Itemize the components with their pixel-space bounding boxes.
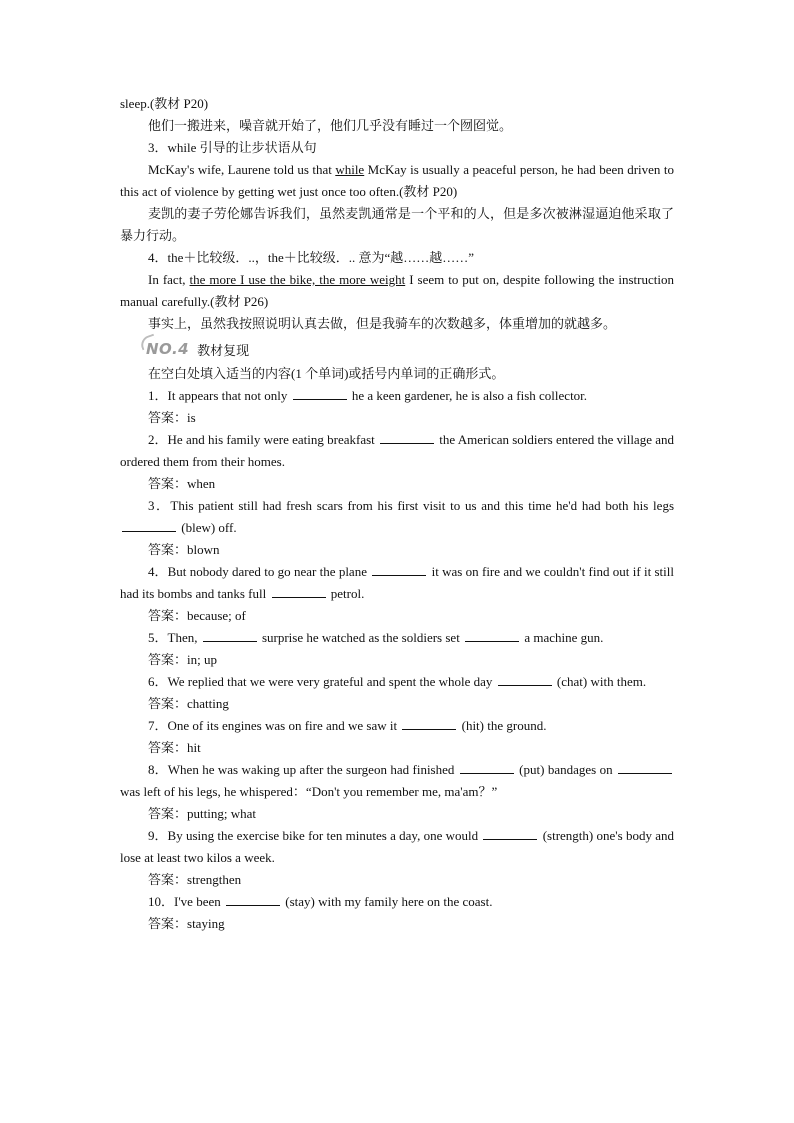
question-10: 10．I've been (stay) with my family here on the coast.	[148, 894, 493, 909]
instruction: 在空白处填入适当的内容(1 个单词)或括号内单词的正确形式。	[148, 366, 505, 381]
heading-while: 3．while 引导的让步状语从句	[148, 140, 317, 155]
answer-blank[interactable]	[498, 673, 552, 686]
answer-2: 答案：when	[148, 476, 216, 491]
answer-blank[interactable]	[293, 387, 347, 400]
answer-4: 答案：because; of	[148, 608, 246, 623]
question-6: 6．We replied that we were very grateful and spent the whole day (chat) with them.	[148, 674, 647, 689]
answer-5: 答案：in; up	[148, 652, 217, 667]
answer-blank[interactable]	[402, 717, 456, 730]
question-5: 5．Then, surprise he watched as the soldiers set a machine gun.	[148, 630, 604, 645]
question-3: 3．This patient still had fresh scars from his first visit to us and this time he'd had both his legs (blew) off.	[120, 495, 674, 539]
answer-blank[interactable]	[618, 761, 672, 774]
question-1: 1．It appears that not only he a keen gardener, he is also a fish collector.	[148, 388, 588, 403]
answer-9: 答案：strengthen	[148, 872, 242, 887]
answer-3: 答案：blown	[148, 542, 220, 557]
answer-7: 答案：hit	[148, 740, 201, 755]
answer-blank[interactable]	[380, 431, 434, 444]
answer-blank[interactable]	[272, 585, 326, 598]
section-header	[146, 335, 674, 363]
answer-blank[interactable]	[226, 893, 280, 906]
section-title: 教材复现	[197, 342, 250, 358]
answer-blank[interactable]	[460, 761, 514, 774]
question-4: 4．But nobody dared to go near the plane it was on fire and we couldn't find out if it still had its bombs and tanks full petrol.	[120, 564, 675, 601]
text-line: sleep.(教材 P20)	[120, 96, 209, 111]
question-7: 7．One of its engines was on fire and we saw it (hit) the ground.	[148, 718, 547, 733]
question-8: 8．When he was waking up after the surgeon had finished (put) bandages on was left of his legs, he whispered：“Don't you remember me, ma'am？”	[120, 759, 674, 803]
document-body	[120, 93, 674, 935]
translation-while: 麦凯的妻子劳伦娜告诉我们，虽然麦凯通常是一个平和的人，但是多次被淋湿逼迫他采取了暴力行动。	[120, 206, 674, 243]
answer-blank[interactable]	[483, 827, 537, 840]
question-9: 9．By using the exercise bike for ten minutes a day, one would (strength) one's body and lose at least two kilos a week.	[120, 828, 675, 865]
answer-blank[interactable]	[203, 629, 257, 642]
answer-6: 答案：chatting	[148, 696, 229, 711]
answer-8: 答案：putting; what	[148, 806, 256, 821]
example-while: McKay's wife, Laurene told us that while McKay is usually a peaceful person, he had been driven to this act of violence by getting wet just once too often.(教材 P20)	[120, 162, 674, 199]
answer-blank[interactable]	[465, 629, 519, 642]
translation-comparative: 事实上，虽然我按照说明认真去做，但是我骑车的次数越多，体重增加的就越多。	[148, 316, 617, 331]
answer-blank[interactable]	[372, 563, 426, 576]
translation-line: 他们一搬进来，噪音就开始了，他们几乎没有睡过一个囫囵觉。	[148, 118, 513, 133]
section-badge: NO.4	[146, 340, 190, 358]
answer-blank[interactable]	[122, 519, 176, 532]
example-comparative: In fact, the more I use the bike, the more weight I seem to put on, despite following the instruction manual carefully.(教材 P26)	[120, 272, 674, 309]
question-2: 2．He and his family were eating breakfast the American soldiers entered the village and ordered them from their homes.	[120, 432, 674, 469]
answer-10: 答案：staying	[148, 916, 225, 931]
heading-comparative: 4．the＋比较级．..，the＋比较级．.. 意为“越……越……”	[148, 250, 475, 265]
answer-1: 答案：is	[148, 410, 196, 425]
